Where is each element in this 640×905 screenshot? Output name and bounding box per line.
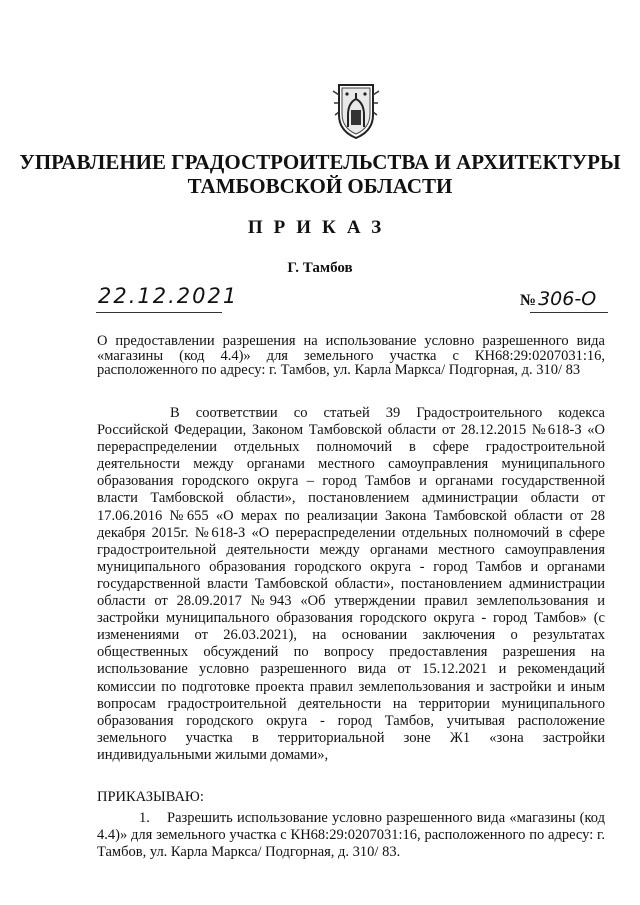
date-underline — [96, 312, 222, 313]
order-item — [97, 810, 605, 862]
number-prefix: № — [520, 292, 537, 309]
item-text: Разрешить использование условно разрешенного вида «магазины (код 4.4)» для земельного участка с КН68:29:0207031:16, расположенного по адресу: г. Тамбов, ул. Карла Маркса/ Подгорная, д. 310/ 83. — [97, 810, 605, 861]
organization-title: УПРАВЛЕНИЕ ГРАДОСТРОИТЕЛЬСТВА И АРХИТЕКТУРЫ ТАМБОВСКОЙ ОБЛАСТИ — [19, 150, 621, 198]
order-number — [520, 288, 596, 310]
decision-word: ПРИКАЗЫВАЮ: — [97, 789, 204, 805]
preamble-paragraph: В соответствии со статьей 39 Градостроительного кодекса Российской Федерации, Законом Тамбовской области от 28.12.2015 №618-З «О перераспределении отдельных полномочий в сфере градостроительной деятельности между органами местного самоуправления муниципального образования городского округа – город Тамбов и органами государственной власти Тамбовской области», постановлением администрации области от 17.06.2016 №655 «О мерах по реализации Закона Тамбовской области от 28 декабря 2015г. №618-З «О перераспределении отдельных полномочий в сфере градостроительной деятельности между органами местного самоуправления муниципального образования городского округа - город Тамбов и органами государственной власти Тамбовской области», постановлением администрации области от 28.09.2017 №943 «Об утверждении правил землепользования и застройки муниципального образования городского округа - город Тамбов» (с изменениями от 26.03.2021), на основании заключения о результатах общественных обсуждений по вопросу предоставления разрешения на использование условно разрешенного вида от 15.12.2021 и рекомендаций комиссии по подготовке проекта правил землепользования и застройки и иным вопросам градостроительной деятельности на территории муниципального образования городского округа - город Тамбов, учитывая расположение земельного участка в территориальной зоне Ж1 «зона застройки индивидуальными жилыми домами», — [97, 405, 605, 763]
tambov-coat-of-arms-icon — [331, 81, 381, 141]
document-type-heading: ПРИКАЗ — [247, 217, 393, 238]
order-date: 22.12.2021 — [98, 284, 239, 308]
item-number: 1. — [139, 810, 150, 826]
number-value: 306-О — [538, 288, 597, 310]
city-label: Г. Тамбов — [287, 260, 353, 276]
number-underline — [530, 312, 608, 313]
order-subject: О предоставлении разрешения на использование условно разрешенного вида «магазины (код 4.4)» для земельного участка с КН68:29:0207031:16, расположенного по адресу: г. Тамбов, ул. Карла Маркса/ Подгорная, д. 310/ 83 — [97, 333, 605, 378]
